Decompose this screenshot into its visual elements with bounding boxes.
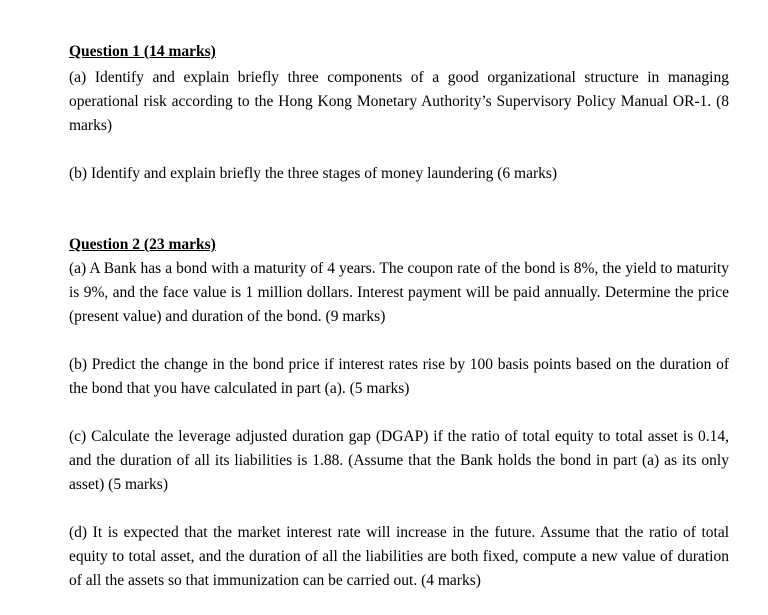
question-2c-text: (c) Calculate the leverage adjusted duration gap (DGAP) if the ratio of total equity to total asset is 0.14, and the duration of all its liabilities is 1.88. (Assume that the Bank holds the bond in part (a) as its only asset) (5 marks)	[69, 428, 729, 493]
question-2a-text: (a) A Bank has a bond with a maturity of 4 years. The coupon rate of the bond is 8%, the yield to maturity is 9%, and the face value is 1 million dollars. Interest payment will be paid annually. Determine the price (present value) and duration of the bond. (9 marks)	[69, 260, 729, 325]
question-1a-text: (a) Identify and explain briefly three components of a good organizational structure in managing operational risk according to the Hong Kong Monetary Authority’s Supervisory Policy Manual OR-1. (8 marks)	[69, 69, 729, 134]
question-2-title: Question 2 (23 marks)	[69, 236, 216, 253]
question-1b-text: (b) Identify and explain briefly the three stages of money laundering (6 marks)	[69, 165, 558, 182]
document-page	[69, 42, 729, 593]
question-1	[69, 42, 729, 186]
question-2b-text: (b) Predict the change in the bond price if interest rates rise by 100 basis points based on the duration of the bond that you have calculated in part (a). (5 marks)	[69, 356, 729, 397]
question-1-title: Question 1 (14 marks)	[69, 43, 216, 60]
question-2d-text: (d) It is expected that the market interest rate will increase in the future. Assume that the ratio of total equity to total asset, and the duration of all the liabilities are both fixed, compute a new value of duration of all the assets so that immunization can be carried out. (4 marks)	[69, 524, 729, 589]
question-2	[69, 235, 729, 593]
